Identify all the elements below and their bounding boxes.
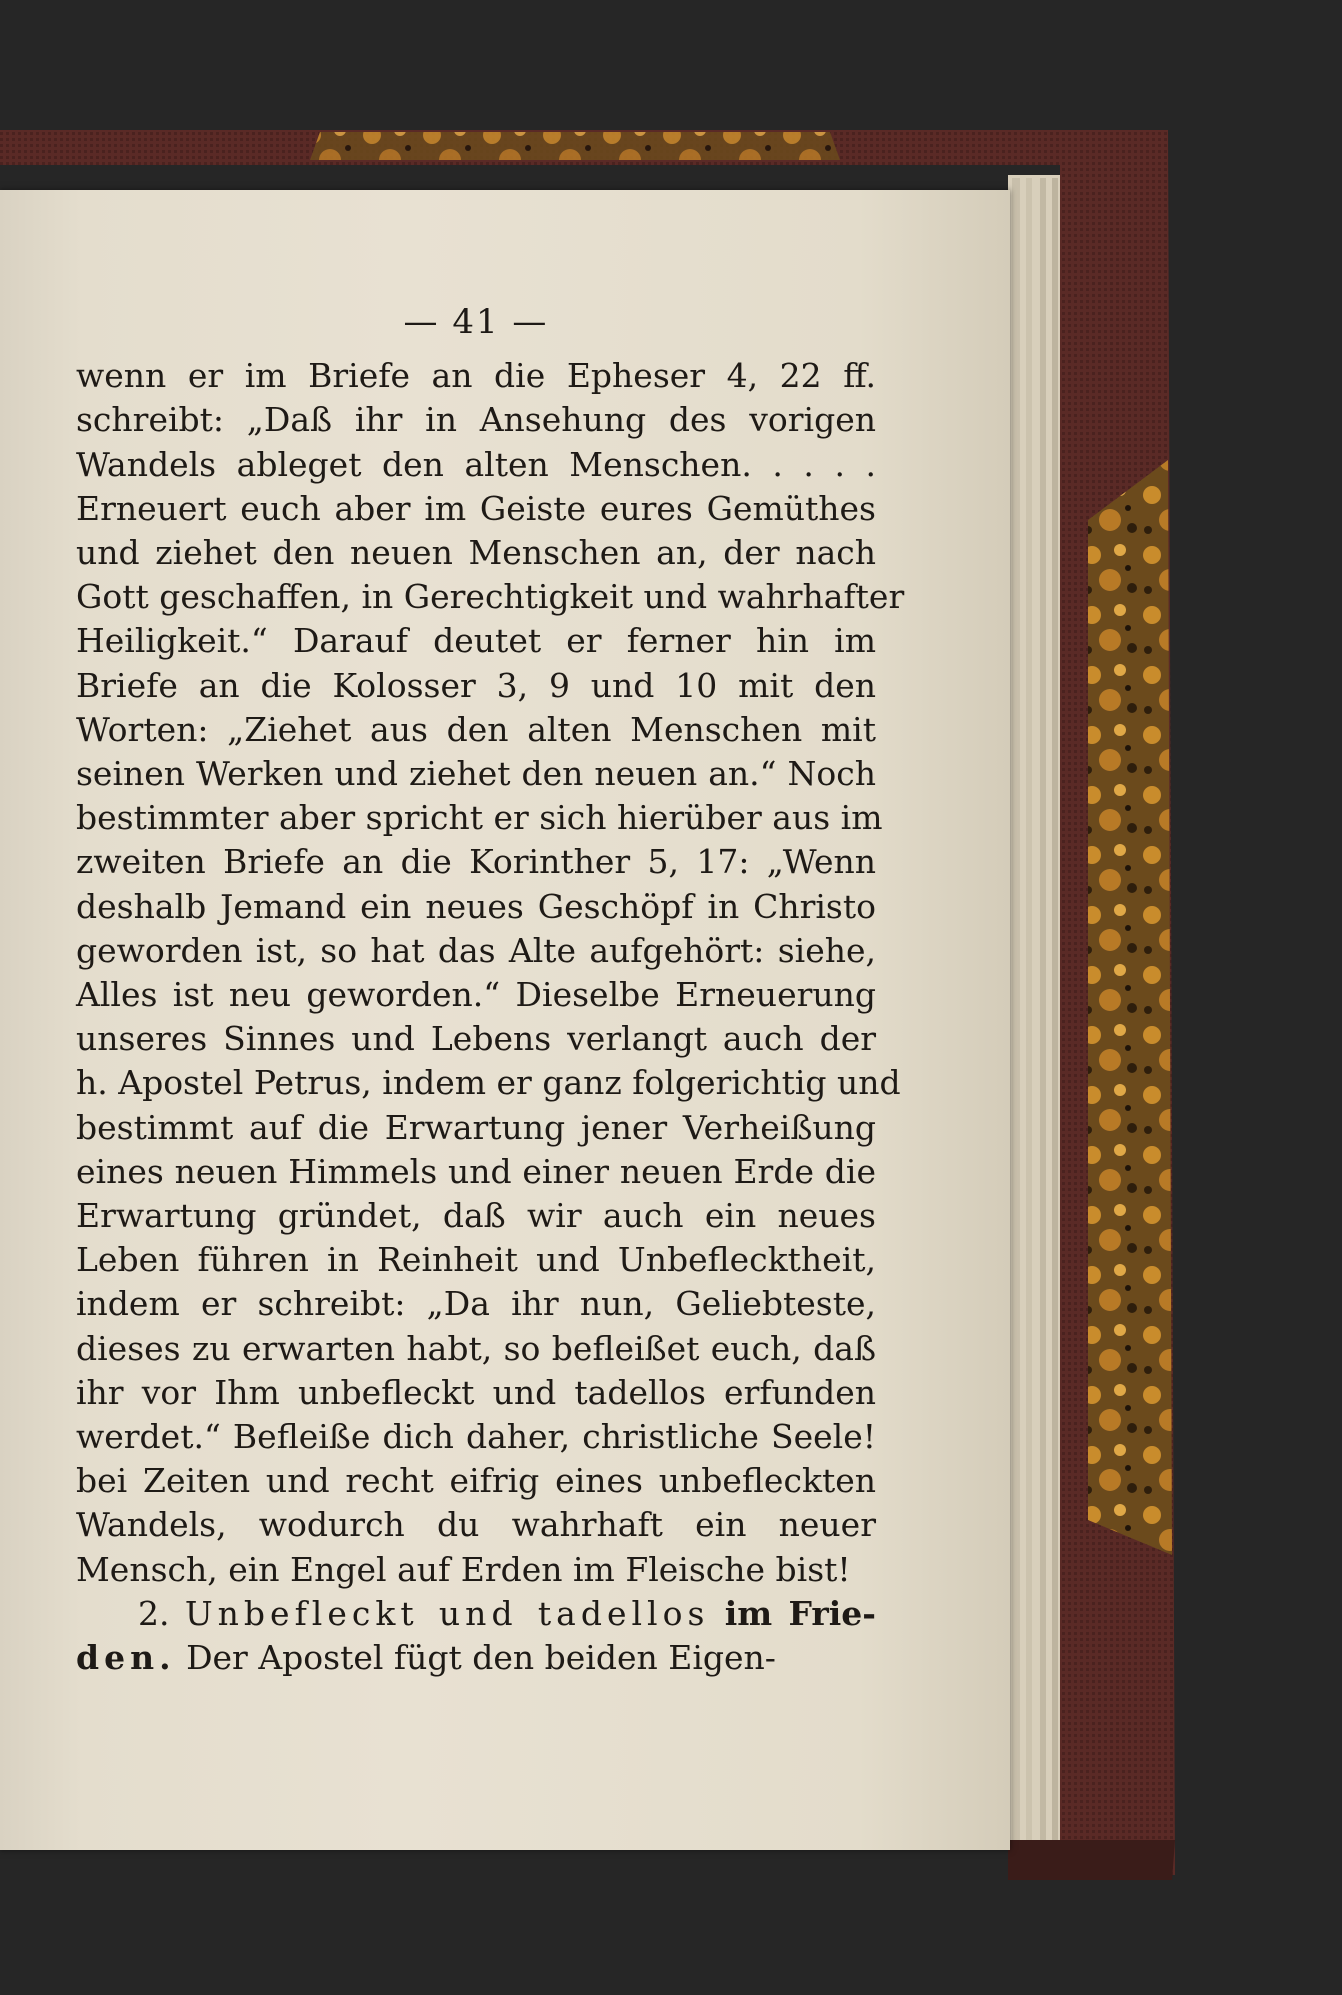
text-line: Erwartung gründet, daß wir auch ein neues — [76, 1196, 876, 1236]
text-line: unseres Sinnes und Lebens verlangt auch der — [76, 1019, 876, 1059]
text-line: bei Zeiten und recht eifrig eines unbefleckten — [76, 1461, 876, 1501]
page-text — [76, 300, 905, 1680]
section-heading — [76, 1592, 876, 1636]
heading-rest: Der Apostel fügt den beiden Eigen- — [186, 1638, 776, 1678]
heading-bold-text-cont: den. — [76, 1638, 176, 1678]
book-page — [0, 190, 1010, 1850]
text-line: wenn er im Briefe an die Epheser 4, 22 ff. — [76, 356, 876, 396]
heading-bold-text: im Frie- — [724, 1593, 876, 1633]
text-line: Gott geschaffen, in Gerechtigkeit und wahrhafter — [76, 577, 905, 617]
text-line: Alles ist neu geworden.“ Dieselbe Erneuerung — [76, 975, 876, 1015]
text-line: dieses zu erwarten habt, so befleißet euch, daß — [76, 1328, 876, 1368]
heading-spaced-text: Unbefleckt und tadellos — [184, 1593, 710, 1633]
text-line: ihr vor Ihm unbefleckt und tadellos erfunden — [76, 1372, 876, 1412]
text-line: werdet.“ Befleiße dich daher, christliche Seele! — [76, 1417, 876, 1457]
text-line — [76, 1636, 876, 1680]
text-line: zweiten Briefe an die Korinther 5, 17: „Wenn — [76, 842, 876, 882]
text-line: Wandels, wodurch du wahrhaft ein neuer — [76, 1505, 876, 1545]
text-line: bestimmt auf die Erwartung jener Verheißung — [76, 1107, 876, 1147]
page-number: — 41 — — [403, 302, 549, 342]
text-line: h. Apostel Petrus, indem er ganz folgerichtig und — [76, 1063, 901, 1103]
text-line: Heiligkeit.“ Darauf deutet er ferner hin im — [76, 621, 876, 661]
text-line: deshalb Jemand ein neues Geschöpf in Christo — [76, 886, 876, 926]
heading-number: 2. — [138, 1593, 170, 1633]
text-line: schreibt: „Daß ihr in Ansehung des vorigen — [76, 400, 876, 440]
text-line: geworden ist, so hat das Alte aufgehört: siehe, — [76, 930, 876, 970]
text-line: bestimmter aber spricht er sich hierüber aus im — [76, 798, 883, 838]
text-line: seinen Werken und ziehet den neuen an.“ Noch — [76, 754, 876, 794]
text-line: Briefe an die Kolosser 3, 9 und 10 mit den — [76, 665, 876, 705]
text-line: Erneuert euch aber im Geiste eures Gemüthes — [76, 488, 876, 528]
text-line: indem er schreibt: „Da ihr nun, Geliebteste, — [76, 1284, 876, 1324]
text-line: Wandels ableget den alten Menschen. . . . . — [76, 444, 876, 484]
text-line: und ziehet den neuen Menschen an, der nach — [76, 533, 876, 573]
text-line: Worten: „Ziehet aus den alten Menschen mit — [76, 709, 876, 749]
text-line: Mensch, ein Engel auf Erden im Fleische bist! — [76, 1549, 851, 1589]
text-line: Leben führen in Reinheit und Unbeflecktheit, — [76, 1240, 876, 1280]
text-line: eines neuen Himmels und einer neuen Erde die — [76, 1151, 876, 1191]
